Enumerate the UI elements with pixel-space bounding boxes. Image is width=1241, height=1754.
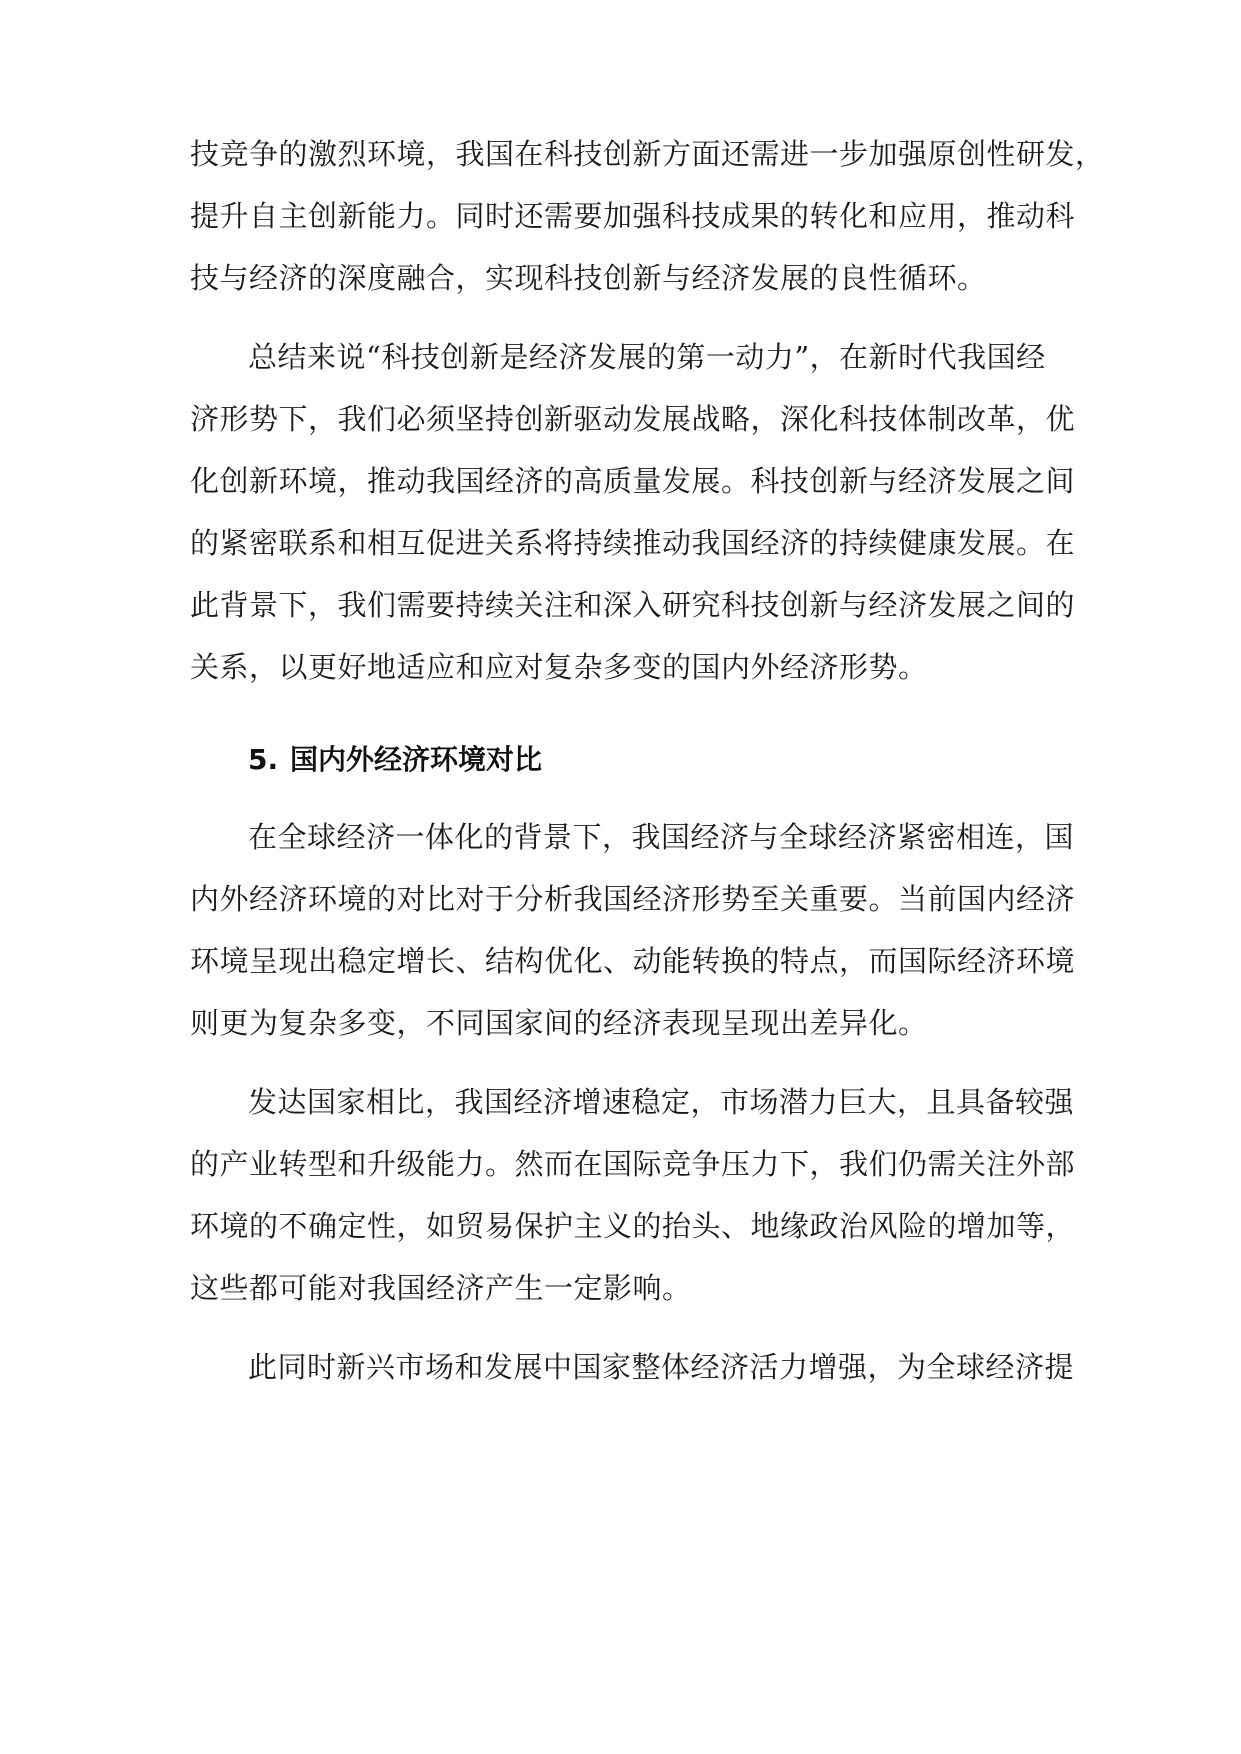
text-line: 此背景下，我们需要持续关注和深入研究科技创新与经济发展之间的 xyxy=(190,588,1076,622)
text-line: 关系，以更好地适应和应对复杂多变的国内外经济形势。 xyxy=(190,650,928,684)
text-line: 环境的不确定性，如贸易保护主义的抬头、地缘政治风险的增加等， xyxy=(190,1209,1076,1243)
text-line: 内外经济环境的对比对于分析我国经济形势至关重要。当前国内经济 xyxy=(190,882,1076,916)
text-line: 技与经济的深度融合，实现科技创新与经济发展的良性循环。 xyxy=(190,261,987,295)
text-line: 发达国家相比，我国经济增速稳定，市场潜力巨大，且具备较强 xyxy=(248,1085,1075,1119)
section-heading xyxy=(248,743,542,777)
text-line: 化创新环境，推动我国经济的高质量发展。科技创新与经济发展之间 xyxy=(190,464,1076,498)
text-line: 在全球经济一体化的背景下，我国经济与全球经济紧密相连，国 xyxy=(248,820,1075,854)
text-line: 技竞争的激烈环境，我国在科技创新方面还需进一步加强原创性研发， xyxy=(190,137,1105,171)
text-line: 济形势下，我们必须坚持创新驱动发展战略，深化科技体制改革，优 xyxy=(190,402,1076,436)
section-title: 国内外经济环境对比 xyxy=(290,743,543,776)
text-line: 此同时新兴市场和发展中国家整体经济活力增强，为全球经济提 xyxy=(248,1350,1075,1384)
text-line: 则更为复杂多变，不同国家间的经济表现呈现出差异化。 xyxy=(190,1006,928,1040)
section-number: 5. xyxy=(248,743,279,776)
text-line: 的产业转型和升级能力。然而在国际竞争压力下，我们仍需关注外部 xyxy=(190,1147,1076,1181)
text-line: 总结来说“科技创新是经济发展的第一动力”，在新时代我国经 xyxy=(248,340,1046,374)
text-line: 这些都可能对我国经济产生一定影响。 xyxy=(190,1271,692,1305)
text-line: 提升自主创新能力。同时还需要加强科技成果的转化和应用，推动科 xyxy=(190,199,1076,233)
text-line: 的紧密联系和相互促进关系将持续推动我国经济的持续健康发展。在 xyxy=(190,526,1076,560)
text-line: 环境呈现出稳定增长、结构优化、动能转换的特点，而国际经济环境 xyxy=(190,944,1076,978)
